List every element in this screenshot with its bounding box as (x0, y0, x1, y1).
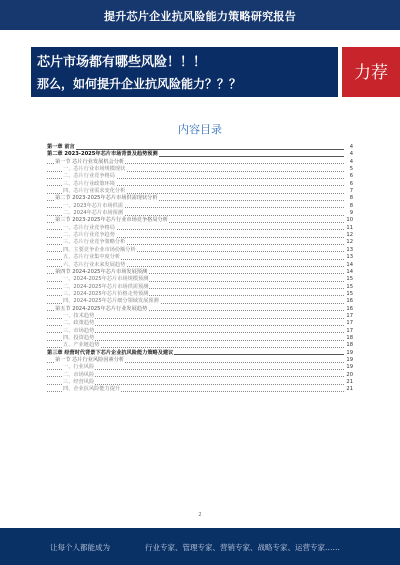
toc-entry-label: 第一章 前言 (47, 144, 75, 150)
toc-entry-label: 一、技术趋势 (63, 312, 95, 319)
toc-entry-page: 18 (346, 334, 353, 341)
toc-entry-label: 第二章 2023-2025年芯片市场背景及趋势预测 (47, 151, 158, 158)
toc-entry[interactable] (47, 276, 353, 283)
toc-entry-label: 三、芯片行业竞争策略分析 (63, 239, 126, 246)
toc-entry-page: 18 (346, 342, 353, 349)
footer-slogan: 让每个人都能成为 (50, 543, 110, 552)
toc-entry-page: 17 (346, 312, 353, 319)
toc-title: 内容目录 (178, 123, 222, 136)
toc-entry-label: 第一节 芯片行业风险因素分析 (55, 356, 125, 363)
toc-entry[interactable] (47, 262, 353, 269)
toc-entry-page: 21 (346, 386, 353, 393)
toc-entry[interactable] (47, 195, 353, 202)
toc-entry-page: 13 (346, 254, 353, 261)
toc-entry-page: 13 (346, 246, 353, 253)
toc-entry-label: 五、产业链趋势 (63, 342, 100, 349)
toc-entry[interactable] (47, 159, 353, 166)
toc-entry-label: 四、企业抗风险能力提升 (63, 386, 121, 393)
toc-entry-page: 19 (346, 364, 353, 371)
promo-banner (31, 47, 338, 97)
toc-entry-label: 三、经营风险 (63, 379, 95, 385)
toc-entry-label: 三、芯片行业政策环境 (63, 180, 115, 187)
toc-entry[interactable] (47, 284, 353, 291)
report-title: 提升芯片企业抗风险能力策略研究报告 (103, 10, 297, 23)
toc-entry[interactable] (47, 217, 353, 224)
toc-entry-page: 8 (349, 202, 353, 209)
footer-roles: 行业专家、管理专家、营销专家、战略专家、运营专家…… (145, 543, 340, 552)
toc-entry-page: 15 (346, 283, 353, 290)
brand-logo-text: 力荐 (354, 63, 388, 83)
toc-entry-label: 二、芯片行业竞争趋势 (63, 232, 115, 239)
report-header-bar (0, 0, 400, 30)
toc-entry[interactable] (47, 372, 353, 379)
banner-line-2: 那么，如何提升企业抗风险能力？？？ (37, 77, 242, 91)
toc-entry-page: 12 (346, 232, 353, 239)
toc-entry[interactable] (47, 173, 353, 180)
toc-entry-label: 四、投资趋势 (63, 334, 95, 341)
toc-leader-dots (47, 149, 344, 150)
toc-entry[interactable] (47, 239, 353, 246)
toc-entry[interactable] (47, 181, 353, 188)
toc-entry-label: 第三节 2023-2025年芯片行业市场竞争格局分析 (55, 217, 168, 224)
toc-entry-label: 一、行业风险 (63, 364, 95, 371)
footer-bar (0, 528, 400, 565)
toc-entry[interactable] (47, 254, 353, 261)
toc-entry-page: 19 (346, 349, 353, 356)
toc-entry-label: 三、市场趋势 (63, 327, 95, 334)
toc-entry-label: 一、芯片行业竞争格局 (63, 224, 115, 231)
toc-entry-label: 五、芯片行业集中度分析 (63, 254, 121, 261)
toc-entry-label: 四、芯片行业需求变化分析 (63, 188, 126, 195)
toc-entry-page: 16 (346, 298, 353, 305)
toc-entry-page: 21 (346, 379, 353, 385)
toc-entry-label: 四、2024-2025年芯片细分领域发展预测 (63, 298, 159, 305)
toc-entry[interactable] (47, 320, 353, 327)
toc-entry[interactable] (47, 342, 353, 349)
toc-entry-page: 9 (349, 210, 353, 217)
toc-entry[interactable] (47, 364, 353, 371)
toc-entry-label: 四、主要竞争企业市场份额分析 (63, 246, 136, 253)
toc-entry-page: 6 (349, 180, 353, 187)
toc-entry-label: 第二节 2023-2025年芯片市场供需现状分析 (55, 195, 158, 202)
toc-entry-page: 4 (349, 151, 353, 158)
toc-entry[interactable] (47, 328, 353, 335)
toc-entry[interactable] (47, 151, 353, 158)
toc-entry-page: 7 (349, 188, 353, 195)
toc-entry-label: 第三章 经营时代背景下芯片企业抗风险能力策略及建议 (47, 349, 174, 356)
toc-entry-page: 20 (346, 371, 353, 378)
toc-entry-label: 第一节 芯片行业发展机会分析 (55, 158, 125, 165)
banner-line-1: 芯片市场都有哪些风险！！！ (37, 55, 207, 70)
toc-entry-page: 17 (346, 320, 353, 327)
toc-entry-label: 二、市场风险 (63, 371, 95, 378)
toc-entry-page: 8 (349, 195, 353, 202)
toc-entry[interactable] (47, 203, 353, 210)
toc-entry-page: 17 (346, 327, 353, 334)
toc-entry[interactable] (47, 386, 353, 393)
toc-entry-page: 14 (346, 268, 353, 275)
toc-entry-label: 三、2024-2025年芯片价格走势预测 (63, 290, 149, 297)
toc-entry-page: 6 (349, 173, 353, 180)
toc-entry-label: 一、芯片行业市场规模现状 (63, 166, 126, 173)
toc-entry-page: 19 (346, 356, 353, 363)
toc-entry-label: 六、芯片行业未来发展趋势 (63, 261, 126, 268)
brand-logo (342, 47, 400, 97)
toc-entry-page: 5 (349, 166, 353, 173)
toc-entry-label: 二、政策趋势 (63, 320, 95, 327)
toc-entry-page: 11 (346, 224, 353, 231)
toc-entry-page: 16 (346, 305, 353, 312)
toc-entry[interactable] (47, 306, 353, 313)
toc-entry-page: 15 (346, 276, 353, 283)
toc-entry-label: 一、2024-2025年芯片市场规模预测 (63, 276, 149, 283)
toc-entry-label: 一、2023年芯片市场供需 (63, 202, 123, 209)
toc-entry[interactable] (47, 298, 353, 305)
toc-entry-label: 二、芯片行业竞争格局 (63, 173, 115, 180)
toc-entry-page: 10 (346, 217, 353, 224)
toc-entry-page: 4 (349, 158, 353, 165)
page-number: 2 (198, 512, 202, 518)
toc-entry-page: 12 (346, 239, 353, 246)
toc-entry-label: 第四节 2024-2025年芯片市场发展预测 (55, 268, 148, 275)
toc-entry-page: 14 (346, 261, 353, 268)
toc-entry-label: 二、2024年芯片市场预测 (63, 210, 123, 217)
toc-entry-label: 二、2024-2025年芯片市场供需预测 (63, 283, 149, 290)
toc-entry-page: 4 (349, 144, 353, 150)
table-of-contents (47, 144, 353, 394)
toc-entry-label: 第五节 2024-2025年芯片行业发展趋势 (55, 305, 148, 312)
toc-entry-page: 15 (346, 290, 353, 297)
toc-entry[interactable] (47, 350, 353, 357)
